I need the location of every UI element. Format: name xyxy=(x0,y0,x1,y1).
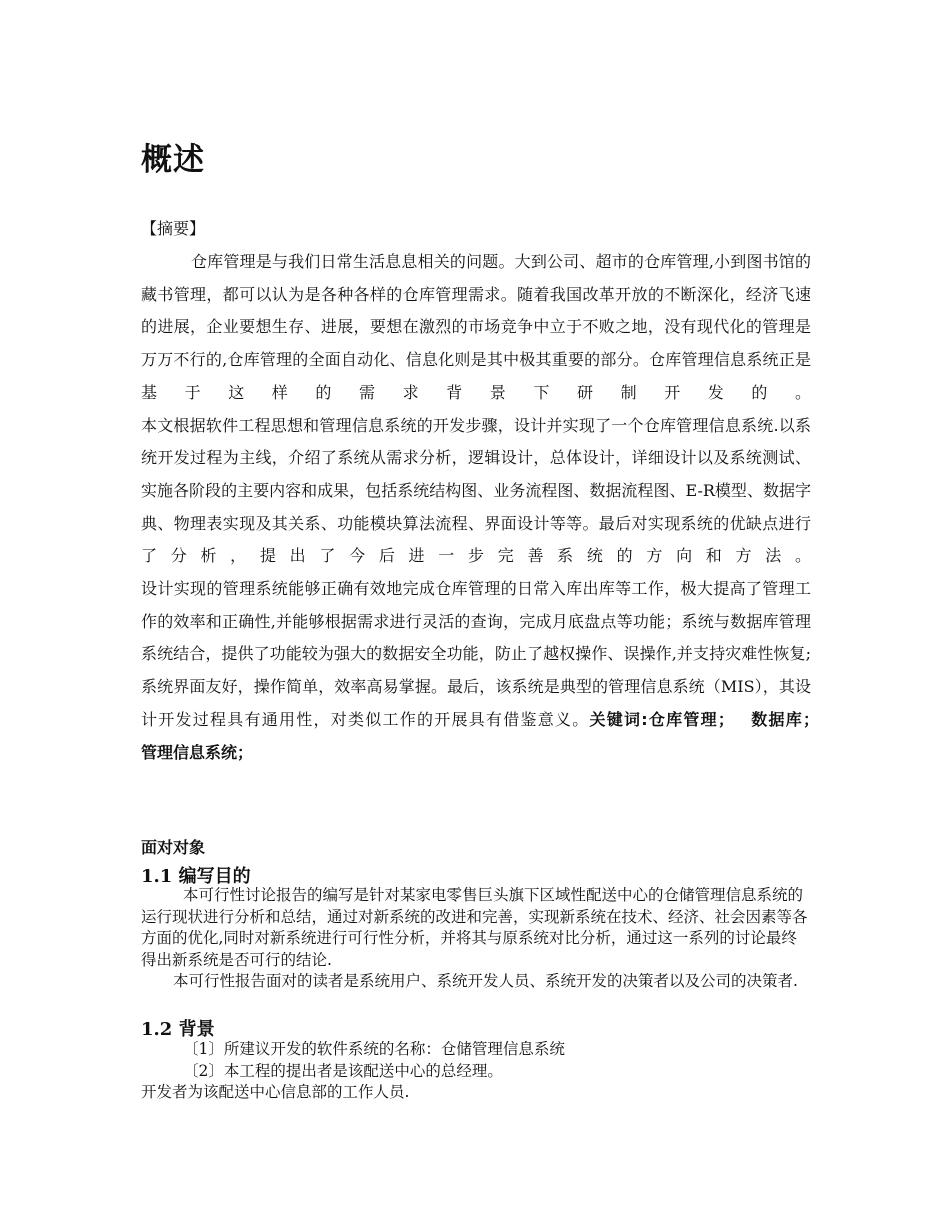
section-heading: 1.2 背景 xyxy=(141,1019,215,1040)
section-heading: 1.1 编写目的 xyxy=(141,866,251,887)
section-paragraph: 〔1〕所建议开发的软件系统的名称：仓储管理信息系统 xyxy=(183,1040,565,1058)
abstract-label: 【摘要】 xyxy=(141,219,206,238)
abstract-paragraph: 仓库管理是与我们日常生活息息相关的问题。大到公司、超市的仓库管理,小到图书馆的藏书管理，都可以认为是各种各样的仓库管理需求。随着我国改革开放的不断深化，经济飞速的进展，企业要想生存、进展，要想在激烈的市场竞争中立于不败之地，没有现代化的管理是万万不行的,仓库管理的全面自动化、信息化则是其中极其重要的部分。仓库管理信息系统正是基于这样的需求背景下研制开发的。 xyxy=(141,252,811,402)
section-body xyxy=(141,885,811,993)
abstract-paragraph: 本文根据软件工程思想和管理信息系统的开发步骤，设计并实现了一个仓库管理信息系统.以系统开发过程为主线，介绍了系统从需求分析，逻辑设计，总体设计，详细设计以及系统测试、实施各阶段的主要内容和成果，包括系统结构图、业务流程图、数据流程图、E-R模型、数据字典、物理表实现及其关系、功能模块算法流程、界面设计等等。最后对实现系统的优缺点进行了分析，提出了今后进一步完善系统的方向和方法。 xyxy=(141,415,811,566)
abstract-body xyxy=(141,246,849,769)
section-paragraph: 本可行性讨论报告的编写是针对某家电零售巨头旗下区域性配送中心的仓储管理信息系统的运行现状进行分析和总结，通过对新系统的改进和完善，实现新系统在技术、经济、社会因素等各方面的优化,同时对新系统进行可行性分析，并将其与原系统对比分析，通过这一系列的讨论最终得出新系统是否可行的结论. xyxy=(141,886,808,969)
page-title: 概述 xyxy=(141,142,205,178)
keywords: 关键词:仓库管理； 数据库； 管理信息系统； xyxy=(141,709,849,762)
section-paragraph: 本可行性报告面对的读者是系统用户、系统开发人员、系统开发的决策者以及公司的决策者. xyxy=(173,972,798,990)
section-paragraph: 开发者为该配送中心信息部的工作人员. xyxy=(141,1083,410,1101)
abstract-paragraph-text: 设计实现的管理系统能够正确有效地完成仓库管理的日常入库出库等工作，极大提高了管理工作的效率和正确性,并能够根据需求进行灵活的查询，完成月底盘点等功能；系统与数据库管理系统结合，提供了功能较为强大的数据安全功能，防止了越权操作、误操作,并支持灾难性恢复;系统界面友好，操作简单，效率高易掌握。最后，该系统是典型的管理信息系统（MIS），其设计开发过程具有通用性，对类似工作的开展具有借鉴意义。 xyxy=(141,579,811,729)
abstract-paragraph xyxy=(141,573,849,769)
keywords-tail: 面对对象 xyxy=(141,838,206,857)
section-body xyxy=(141,1039,811,1104)
section-paragraph: 〔2〕本工程的提出者是该配送中心的总经理。 xyxy=(183,1061,503,1080)
